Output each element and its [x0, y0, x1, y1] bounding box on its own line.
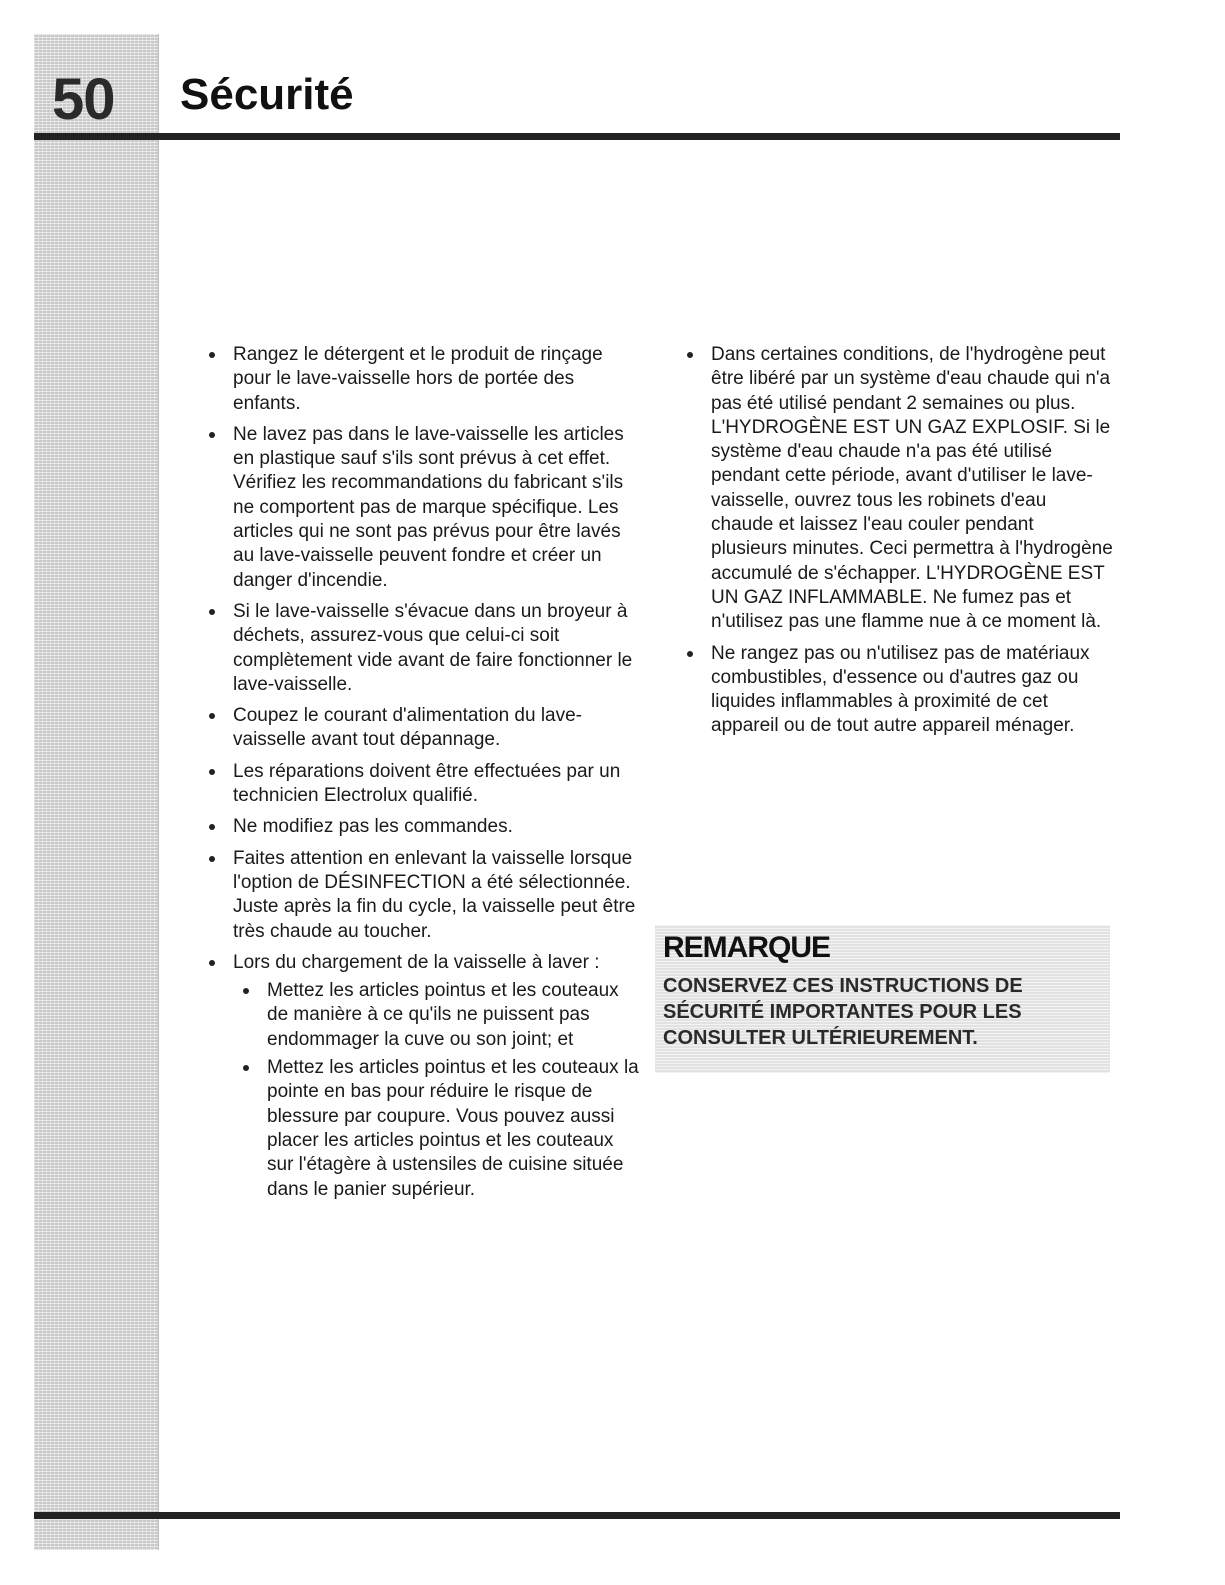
- side-tab-strip: [34, 34, 159, 1550]
- list-item: Dans certaines conditions, de l'hydrogène peut être libéré par un système d'eau chaude qui n'a pas été utilisé pendant 2 semaines ou plus. L'HYDROGÈNE EST UN GAZ EXPLOSIF. Si le système d'eau chaude n'a pas été utilisé pendant cette période, avant d'utiliser le lave-vaisselle, ouvrez tous les robinets d'eau chaude et laissez l'eau couler pendant plusieurs minutes. Ceci permettra à l'hydrogène accumulé de s'échapper. L'HYDROGÈNE EST UN GAZ INFLAMMABLE. Ne fumez pas et n'utilisez pas une flamme nue à ce moment là.: [683, 343, 1113, 635]
- list-item: Faites attention en enlevant la vaisselle lorsque l'option de DÉSINFECTION a été sélectionnée. Juste après la fin du cycle, la vaisselle peut être très chaude au toucher.: [205, 847, 645, 944]
- loading-sub-list: [233, 979, 645, 1202]
- list-item-loading: [205, 951, 645, 1202]
- sub-list-item: Mettez les articles pointus et les couteaux de manière à ce qu'ils ne puissent pas endommager la cuve ou son joint; et: [233, 979, 645, 1052]
- safety-list-right: [683, 343, 1113, 739]
- right-column: [683, 343, 1113, 746]
- top-divider: [34, 133, 1120, 140]
- safety-list-left: [205, 343, 645, 1202]
- list-item: Coupez le courant d'alimentation du lave-vaisselle avant tout dépannage.: [205, 704, 645, 753]
- list-item: Ne modifiez pas les commandes.: [205, 815, 645, 839]
- note-title: REMARQUE: [663, 931, 831, 964]
- left-column: [205, 343, 645, 1209]
- list-item: Rangez le détergent et le produit de rinçage pour le lave-vaisselle hors de portée des enfants.: [205, 343, 645, 416]
- list-item: Si le lave-vaisselle s'évacue dans un broyeur à déchets, assurez-vous que celui-ci soit complètement vide avant de faire fonctionner le lave-vaisselle.: [205, 600, 645, 697]
- bottom-divider: [34, 1512, 1120, 1519]
- sub-list-item: Mettez les articles pointus et les couteaux la pointe en bas pour réduire le risque de blessure par coupure. Vous pouvez aussi placer les articles pointus et les couteaux sur l'étagère à ustensiles de cuisine située dans le panier supérieur.: [233, 1056, 645, 1202]
- list-item: Les réparations doivent être effectuées par un technicien Electrolux qualifié.: [205, 760, 645, 809]
- note-text: CONSERVEZ CES INSTRUCTIONS DE SÉCURITÉ IMPORTANTES POUR LES CONSULTER ULTÉRIEUREMENT.: [663, 975, 1023, 1049]
- page-number: 50: [52, 67, 115, 132]
- page-title: Sécurité: [180, 70, 354, 119]
- list-item: Ne rangez pas ou n'utilisez pas de matériaux combustibles, d'essence ou d'autres gaz ou liquides inflammables à proximité de cet appareil ou de tout autre appareil ménager.: [683, 642, 1113, 739]
- list-item-text: Lors du chargement de la vaisselle à laver :: [233, 951, 600, 973]
- list-item: Ne lavez pas dans le lave-vaisselle les articles en plastique sauf s'ils sont prévus à cet effet. Vérifiez les recommandations du fabricant s'ils ne comportent pas de marque spécifique. Les articles qui ne sont pas prévus pour être lavés au lave-vaisselle peuvent fondre et créer un danger d'incendie.: [205, 423, 645, 593]
- note-box: [655, 925, 1110, 1073]
